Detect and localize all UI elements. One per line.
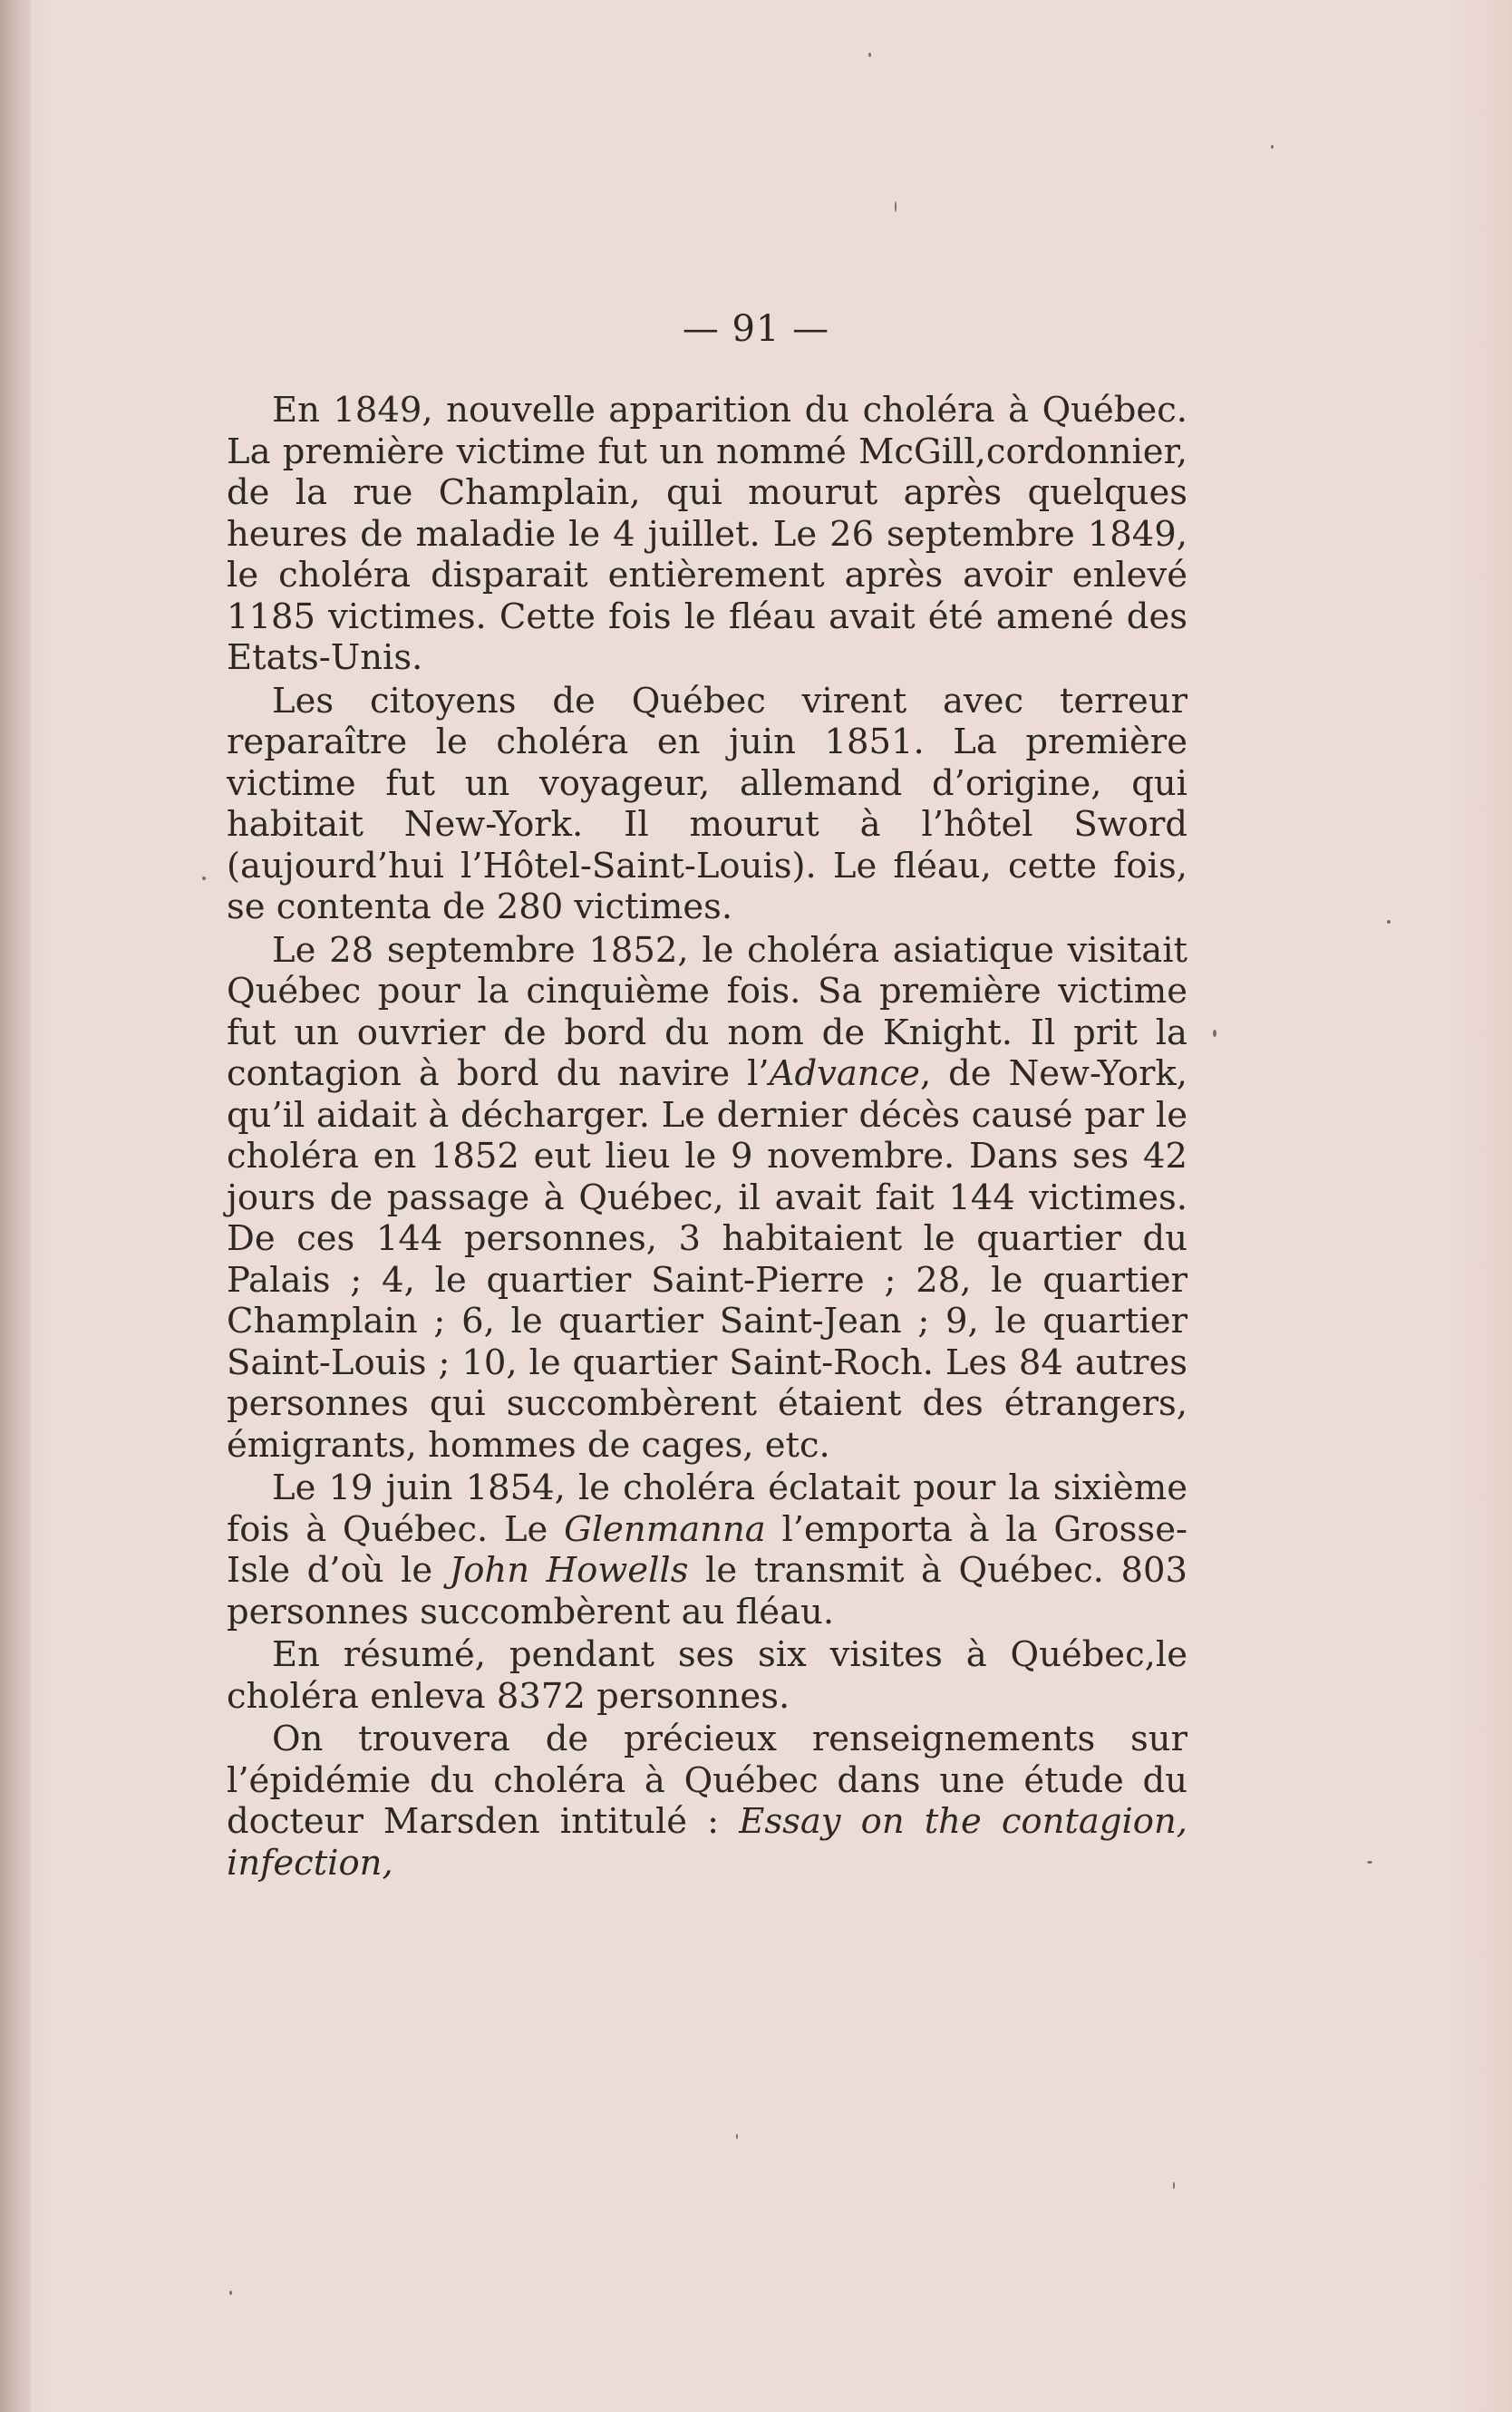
ship-name-glenmanna: Glenmanna bbox=[564, 1508, 766, 1550]
paper-speck bbox=[895, 201, 897, 212]
ship-name-john-howells: John Howells bbox=[449, 1550, 689, 1591]
paper-speck bbox=[229, 2291, 232, 2295]
paper-speck bbox=[1173, 2182, 1175, 2189]
paragraph-1854-text-b: l’emporta à la Grosse-Isle d’où le bbox=[227, 1508, 1187, 1591]
paper-speck bbox=[202, 877, 206, 880]
paragraph-1854-text-c: le transmit à Québec. 803 personnes succombèrent au fléau. bbox=[227, 1550, 1187, 1632]
paragraph-marsden bbox=[227, 1719, 1187, 1884]
paragraph-1852-text-a: Le 28 septembre 1852, le choléra asiatique visitait Québec pour la cinquième fois. Sa première victime fut un ouvrier de bord du nom de Knight. Il prit la contagion à bord du navire l’ bbox=[227, 929, 1187, 1094]
paper-speck bbox=[1367, 1861, 1372, 1864]
essay-title: Essay on the contagion, infection, bbox=[227, 1801, 1187, 1884]
paper-speck bbox=[868, 53, 871, 57]
paragraph-1854-text-a: Le 19 juin 1854, le choléra éclatait pour la sixième fois à Québec. Le bbox=[227, 1468, 1187, 1550]
page-number: — 91 — bbox=[682, 308, 830, 350]
ship-name-advance: Advance bbox=[769, 1053, 920, 1094]
paragraph-1851: Les citoyens de Québec virent avec terreur reparaître le choléra en juin 1851. La première victime fut un voyageur, allemand d’origine, qui habitait New-York. Il mourut à l’hôtel Sword (aujourd’hui l’Hôtel-Saint-Louis). Le fléau, cette fois, se contenta de 280 victimes. bbox=[227, 680, 1187, 927]
paper-speck bbox=[1213, 1030, 1216, 1037]
paragraph-marsden-text: On trouvera de précieux renseignements sur l’épidémie du choléra à Québec dans une étude du docteur Marsden intitulé : bbox=[227, 1719, 1187, 1842]
paper-speck bbox=[736, 2134, 738, 2139]
body-text bbox=[227, 390, 1187, 1885]
paper-speck bbox=[1271, 145, 1274, 149]
paper-speck bbox=[1387, 920, 1391, 924]
paragraph-summary: En résumé, pendant ses six visites à Québec,le choléra enleva 8372 personnes. bbox=[227, 1634, 1187, 1717]
paragraph-1854 bbox=[227, 1468, 1187, 1632]
paragraph-1849: En 1849, nouvelle apparition du choléra à Québec. La première victime fut un nommé McGill,cordonnier, de la rue Champlain, qui mourut après quelques heures de maladie le 4 juillet. Le 26 septembre 1849, le choléra disparait entièrement après avoir enlevé 1185 victimes. Cette fois le fléau avait été amené des Etats-Unis. bbox=[227, 390, 1187, 678]
paragraph-1852-text-b: , de New-York, qu’il aidait à décharger. Le dernier décès causé par le choléra en 1852 eut lieu le 9 novembre. Dans ses 42 jours de passage à Québec, il avait fait 144 victimes. De ces 144 personnes, 3 habitaient le quartier du Palais ; 4, le quartier Saint-Pierre ; 28, le quartier Champlain ; 6, le quartier Saint-Jean ; 9, le quartier Saint-Louis ; 10, le quartier Saint-Roch. Les 84 autres personnes qui succombèrent étaient des étrangers, émigrants, hommes de cages, etc. bbox=[227, 1053, 1187, 1466]
paragraph-1852 bbox=[227, 930, 1187, 1467]
page-binding-edge bbox=[0, 0, 31, 2412]
